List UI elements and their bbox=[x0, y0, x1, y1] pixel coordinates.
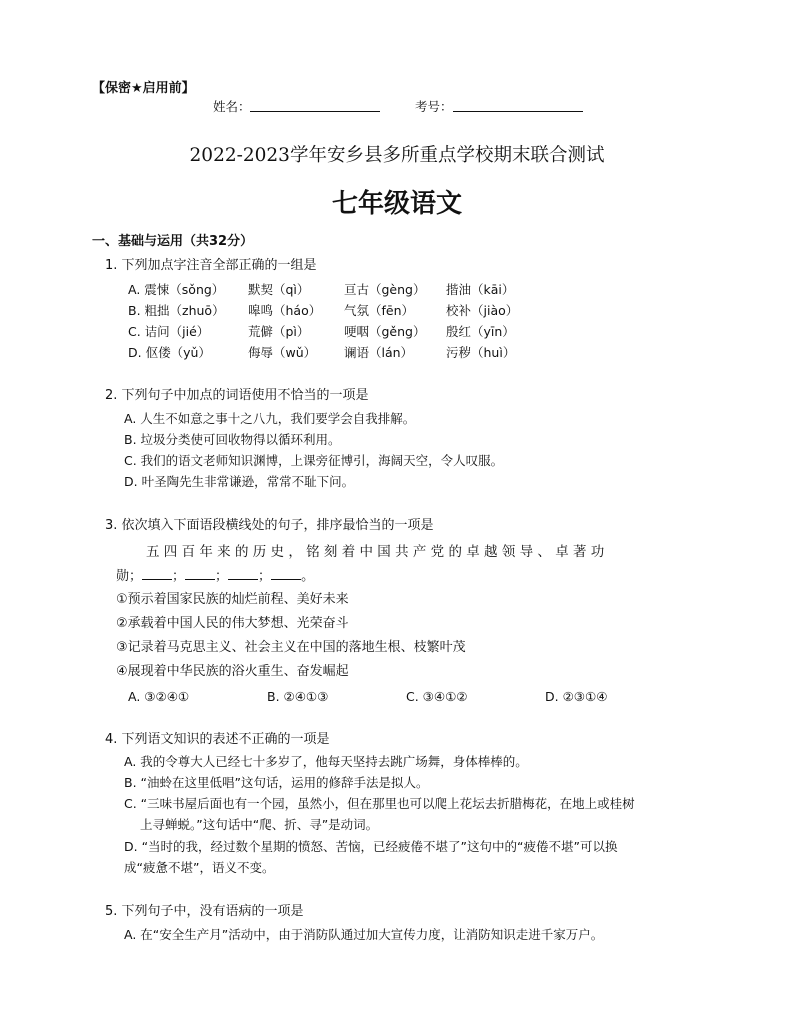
section-heading: 一、基础与运用（共32分） bbox=[92, 234, 254, 249]
name-label: 姓名： bbox=[213, 99, 251, 114]
q4-option-a: A. 我的令尊大人已经七十多岁了，他每天坚持去跳广场舞，身体棒棒的。 bbox=[124, 754, 528, 769]
q1-row-b-4: 校补（jiào） bbox=[446, 303, 519, 318]
q3-choice-c: C. ③④①② bbox=[406, 689, 468, 704]
q1-row-a-3: 亘古（gèng） bbox=[344, 282, 426, 297]
q4-option-d-line1: D. “当时的我，经过数个星期的愤怒、苦恼，已经疲倦不堪了”这句中的“疲倦不堪”可以换 bbox=[124, 839, 618, 854]
q3-stem: 3. 依次填入下面语段横线处的句子，排序最恰当的一项是 bbox=[105, 518, 434, 533]
q1-row-d-2: 侮辱（wǔ） bbox=[248, 345, 317, 360]
q3-passage-line2 bbox=[116, 567, 314, 586]
q4-option-d-line2: 成“疲惫不堪”，语义不变。 bbox=[124, 860, 275, 875]
q5-option-a: A. 在“安全生产月”活动中，由于消防队通过加大宣传力度，让消防知识走进千家万户。 bbox=[124, 927, 604, 942]
q3-blank-4[interactable] bbox=[271, 567, 301, 580]
q3-end: 。 bbox=[301, 569, 315, 584]
q3-blank-2[interactable] bbox=[185, 567, 215, 580]
q2-stem: 2. 下列句子中加点的词语使用不恰当的一项是 bbox=[105, 388, 369, 403]
q1-row-d-4: 污秽（huì） bbox=[446, 345, 516, 360]
q3-choice-a: A. ③②④① bbox=[128, 689, 190, 704]
q3-choice-b: B. ②④①③ bbox=[267, 689, 329, 704]
q1-row-d-1: D. 伛偻（yǔ） bbox=[128, 345, 211, 360]
q5-stem: 5. 下列句子中，没有语病的一项是 bbox=[105, 904, 304, 919]
q1-row-c-2: 荒僻（pì） bbox=[248, 324, 310, 339]
q1-row-c-4: 殷红（yīn） bbox=[446, 324, 515, 339]
q4-option-c-line1: C. “三味书屋后面也有一个园，虽然小，但在那里也可以爬上花坛去折腊梅花，在地上或桂树 bbox=[124, 796, 635, 811]
q3-item-1: ①预示着国家民族的灿烂前程、美好未来 bbox=[116, 592, 349, 607]
q1-row-d-3: 谰语（lán） bbox=[344, 345, 414, 360]
q2-option-a: A. 人生不如意之事十之八九，我们要学会自我排解。 bbox=[124, 411, 416, 426]
q1-row-b-1: B. 粗拙（zhuō） bbox=[128, 303, 225, 318]
page-subtitle: 七年级语文 bbox=[331, 189, 462, 219]
q2-option-d: D. 叶圣陶先生非常谦逊，常常不耻下问。 bbox=[124, 474, 355, 489]
q1-row-c-1: C. 诘问（jié） bbox=[128, 324, 210, 339]
confidential-label: 【保密★启用前】 bbox=[92, 81, 195, 96]
q1-stem: 1. 下列加点字注音全部正确的一组是 bbox=[105, 258, 317, 273]
q4-option-c-line2: 上寻蝉蜕。”这句话中“爬、折、寻”是动词。 bbox=[140, 817, 379, 832]
q3-item-2: ②承载着中国人民的伟大梦想、光荣奋斗 bbox=[116, 616, 349, 631]
q3-choice-d: D. ②③①④ bbox=[545, 689, 608, 704]
q3-blank-1[interactable] bbox=[142, 567, 172, 580]
q1-row-c-3: 哽咽（gěng） bbox=[344, 324, 426, 339]
q2-option-c: C. 我们的语文老师知识渊博，上课旁征博引，海阔天空，令人叹服。 bbox=[124, 453, 504, 468]
name-field[interactable] bbox=[250, 99, 380, 112]
q3-item-4: ④展现着中华民族的浴火重生、奋发崛起 bbox=[116, 664, 349, 679]
q1-row-b-3: 气氛（fēn） bbox=[344, 303, 415, 318]
q4-option-b: B. “油蛉在这里低唱”这句话，运用的修辞手法是拟人。 bbox=[124, 775, 429, 790]
page-title: 2022-2023学年安乡县多所重点学校期末联合测试 bbox=[189, 145, 605, 166]
q3-sep-2: ； bbox=[215, 569, 229, 584]
q1-row-b-2: 嗥鸣（háo） bbox=[248, 303, 322, 318]
exam-no-label: 考号： bbox=[415, 99, 453, 114]
q3-sep-1: ； bbox=[172, 569, 186, 584]
q1-row-a-2: 默契（qì） bbox=[248, 282, 310, 297]
q3-passage-prefix: 勋； bbox=[116, 569, 143, 584]
q1-row-a-1: A. 震悚（sǒng） bbox=[128, 282, 225, 297]
q3-sep-3: ； bbox=[258, 569, 272, 584]
q3-item-3: ③记录着马克思主义、社会主义在中国的落地生根、枝繁叶茂 bbox=[116, 640, 466, 655]
q1-row-a-4: 揩油（kāi） bbox=[446, 282, 515, 297]
exam-no-field[interactable] bbox=[453, 99, 583, 112]
q2-option-b: B. 垃圾分类使可回收物得以循环利用。 bbox=[124, 432, 341, 447]
q3-blank-3[interactable] bbox=[228, 567, 258, 580]
q3-passage-line1: 五 四 百 年 来 的 历 史 ， 铭 刻 着 中 国 共 产 党 的 卓 越 领 导 、 卓 著 功 bbox=[146, 544, 605, 560]
q4-stem: 4. 下列语文知识的表述不正确的一项是 bbox=[105, 732, 330, 747]
